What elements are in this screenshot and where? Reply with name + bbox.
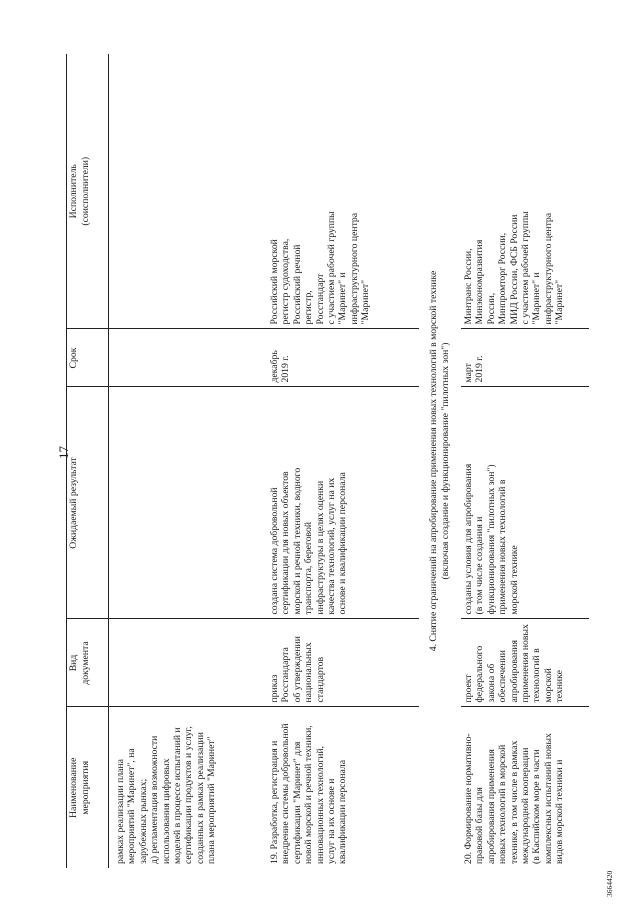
- header-executor: Исполнитель (соисполнители): [66, 54, 109, 329]
- cell-row20-doc-type: проект федерального закона об обеспечении апробирования применения новых технологий в морской технике: [461, 619, 589, 707]
- header-deadline: Срок: [66, 329, 109, 387]
- table-row: [267, 54, 419, 868]
- cell-continuation-name: рамках реализации плана мероприятий "Маринет", на зарубежных рынках; д) регламентация возможности использования цифровых моделей в процессе испытаний и сертификации продуктов и услуг, созданных в рамках реализации плана мероприятий "Маринет": [115, 726, 218, 864]
- cell-row20-executor: Минтранс России, Минэкономразвития России, Минпромторг России, МИД России, ФСБ России с участием рабочей группы "Маринет" и инфраструктурного центра "Маринет": [461, 54, 589, 329]
- cell-row20-name: 20. Формирование нормативно- правовой базы для апробирования применения новых технологий в морской технике, в том числе в рамках международной кооперации (в Каспийском море в части комплексных испытаний новых видов морской техники и: [463, 733, 566, 864]
- table-row: [461, 54, 589, 868]
- table-row: [109, 54, 268, 868]
- header-result: Ожидаемый результат: [66, 387, 109, 619]
- cell-row19-doc-type: приказ Росстандарта об утверждении национальных стандартов: [267, 619, 419, 707]
- cell-empty: [109, 329, 268, 387]
- document-code: 3664420: [605, 870, 614, 897]
- cell-empty: [109, 387, 268, 619]
- cell-empty: [109, 619, 268, 707]
- cell-row19-deadline: декабрь 2019 г.: [267, 329, 419, 387]
- header-name: Наименование мероприятия: [66, 707, 109, 868]
- section-heading: 4. Снятие ограничений на апробирование применения новых технологий в морской технике (включая создание и функционирование "пилотных зон"): [428, 270, 451, 652]
- action-plan-table: [66, 54, 589, 868]
- cell-row19-name: 19. Разработка, регистрация и внедрение системы добровольной сертификации "Маринет" для новой морской и речной техники, инновационных технологий, услуг на их основе и квалификации персонала: [269, 723, 349, 864]
- header-doc-type: Вид документа: [66, 619, 109, 707]
- cell-empty: [109, 54, 268, 329]
- cell-row19-result: создана система добровольной сертификации для новых объектов морской и речной техники, водного транспорта, береговой инфраструктуры в целях оценки качества технологий, услуг на их основе и квалификации персонала: [267, 387, 419, 619]
- table-header-row: [66, 54, 109, 868]
- cell-row20-result: созданы условия для апробирования (в том числе создания и функционирования "пилотных зон") применения новых технологий в морской технике: [461, 387, 589, 619]
- cell-row20-deadline: март 2019 г.: [461, 329, 589, 387]
- page-number: 17: [56, 446, 71, 459]
- section-row: [419, 54, 461, 868]
- cell-row19-executor: Российский морской регистр судоходства, Российский речной регистр, Росстандарт с участием рабочей группы "Маринет" и инфраструктурного центра "Маринет": [267, 54, 419, 329]
